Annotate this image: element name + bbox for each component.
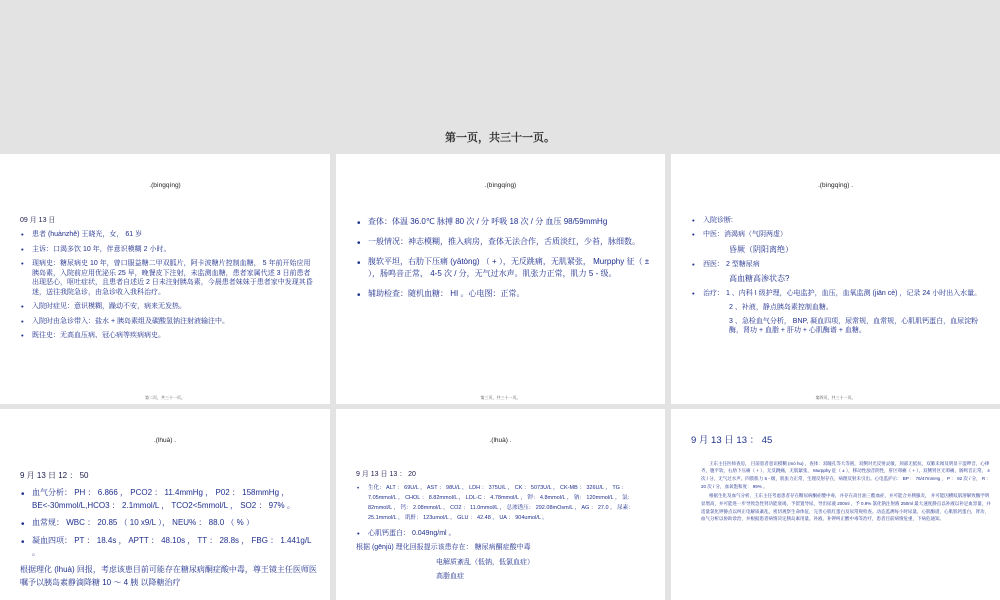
- list-item: • 主诉：口渴多饮 10 年，伴意识模糊 2 小时。: [20, 245, 315, 254]
- list-item: • 血常规： WBC ： 20.85 （ 10 x9/L ）， NEU% ： 88.0 （ % ）: [20, 517, 320, 529]
- slide-time: 9 月 13 日 13 ： 45: [691, 435, 773, 446]
- slide-content: [20, 216, 315, 345]
- slide-content: [356, 470, 656, 587]
- bullet-list: [20, 230, 315, 340]
- list-item: • 西医： 2 型糖尿病: [691, 260, 991, 269]
- bullet-list: [356, 484, 656, 538]
- bullet-list: [691, 289, 991, 298]
- slide-header: .(bìngqíng): [149, 182, 181, 189]
- list-item: • 一般情况：神志模糊，推入病房，查体无法合作，舌质淡红，少苔，脉细数。: [356, 236, 651, 248]
- slide-thumbnail-4[interactable]: [671, 154, 1000, 404]
- treatment-step: 3 、急检血气分析， BNP, 凝血四项，尿常规，血常规，心肌肌钙蛋白，血尿淀粉酶，肾功 + 血脂 + 肝功 + 心肌酶谱 + 血糖。: [729, 317, 979, 335]
- slide-conclusion: 根据理化 (lhuà) 回报，考虑该患目前可能存在糖尿病酮症酸中毒，尊王镜主任医师医嘱予以胰岛素静滴降糖 10 ～ 4 胰 以降糖治疗: [20, 565, 317, 587]
- list-item: • 心肌钙蛋白： 0.049ng/ml 。: [356, 529, 656, 538]
- bullet-list: [691, 216, 991, 240]
- slide-footer: 第四页，共三十一页。: [815, 394, 856, 400]
- list-item: • 血气分析： PH ： 6.866 ， PCO2 ： 11.4mmHg ， P02 ： 158mmHg ， BE<-30mmol/L,HCO3 ： 2.1mmol/L ， TCO2<5mmol/L ， SO2 ： 97% 。: [20, 487, 320, 512]
- list-item: • 腹软平坦，右肋下压痛 (yātòng) （ + ），无反跳痛，无肌紧张， Murpphy 征（ ± ），肠鸣音正常， 4-5 次 / 分，无气过水声。肌张力正常，肌力 5 - 级。: [356, 256, 651, 280]
- list-item: • 治疗： 1 、内科 I 级护理，心电监护，血压，血氧监测 (jiān cè) ，记录 24 小时出入水量。: [691, 289, 991, 298]
- list-item: • 入院时由急诊带入：盐水 + 胰岛素组及碳酸氢钠注射液输注中。: [20, 317, 315, 326]
- paragraph: 根据生化及血气分析，王东主任考虑患者存在糖尿病酮症酸中毒，并存在高甘油三酯血症，并可能合并胰腺炎， 并可能因横纹肌溶解致酶学明显增高，并可能进一步导致急性肾功能衰竭，予留置导尿，导出尿液 200ml ，予 0.9% 氯化钠注射液 250ml 最大速度静点以补液以补足血容量，并适量氯化钾静点以纠正电解质紊乱，密切观察生命体征，完善心肌红蛋白及尿常规检查。动态监测每小时尿量，心肌酶谱，心肌肌钙蛋白，肾功，血气分析以协助诊治，并根据患者病情决定胰岛素用量。补液、补钾纠正酸中毒等治疗，患者目前病情危重，下病危通知。: [701, 493, 991, 522]
- list-item: • 查体：体温 36.0℃ 脉搏 80 次 / 分 呼吸 18 次 / 分 血压 98/59mmHg: [356, 216, 651, 228]
- list-item: • 现病史：糖尿病史 10 年，曾口服益糖二甲双胍片，阿卡波糖片控制血糖， 5 年前开始应用胰岛素，入院前应用优泌乐 25 早，晚餐皮下注射，未监测血糖，患者家属代述 3 日前患者出现恶心，呕吐症状，且患者自述近 2 日未注射胰岛素，今晨患者妹妹于患者家中发现其昏迷，送往我院急诊，由急诊收入我科治疗。: [20, 259, 315, 297]
- slide-thumbnail-3[interactable]: [336, 154, 665, 404]
- slide-thumbnail-5[interactable]: [0, 409, 330, 600]
- bullet-list: [356, 216, 651, 300]
- list-item: • 中医：消渴病（气阴两虚）: [691, 230, 991, 239]
- slide-content: [691, 216, 991, 340]
- page-counter: 第一页，共三十一页。: [445, 132, 555, 144]
- list-item: • 入院时症见：意识模糊，躁动不安，病来无发热。: [20, 302, 315, 311]
- list-item: • 既往史：无高血压病、冠心病等疾病病史。: [20, 331, 315, 340]
- conclusion-item: 高脂血症: [436, 573, 464, 581]
- diagnosis-sub: 昏厥（阴阳离绝）: [729, 244, 793, 254]
- slide-header: .(bìngqíng) .: [817, 182, 854, 189]
- slide-thumbnail-7[interactable]: [671, 409, 1000, 600]
- slide-thumbnail-6[interactable]: [336, 409, 665, 600]
- slide-content: [691, 435, 991, 525]
- conclusion-item: 电解质紊乱（低钠，低氯血症）: [436, 558, 534, 566]
- slide-footer: 第三页，共三十一页。: [480, 394, 521, 400]
- bullet-list: [20, 487, 320, 559]
- paragraph: 王东主任医师查房， 目前患者意识模糊 (mó hu) ，查体：双瞳孔等大等圆，双侧对光反射灵敏，颈部无抵抗，双肺未闻及明显干湿啰音，心律齐，腹平软，右肋下压痛（ + ），无反跳痛，无肌紧张， Murpphy 征（ ± ），移动性浊音阴性，肝区叩痛（ + ），双侧肾区无叩痛，肠鸣音正常， 4 次 / 分，无气过水声。四肢肌力 5 - 级，肌张力正常，生理反射存在，病理反射未引出。心电监护示： BP ： 76/47mmHg ， P ： 92 次 / 分， R ： 20 次 / 分，血氧饱和度： 99% 。: [701, 460, 991, 489]
- treatment-step: 2 、补液，静点胰岛素控制血糖。: [729, 304, 833, 312]
- slide-time: 9 月 13 日 13 ： 20: [356, 471, 416, 478]
- slide-header: .(bìngqíng): [484, 182, 517, 189]
- list-item: • 患者 (huànzhě) 王晓光，女， 61 岁: [20, 230, 315, 239]
- slide-conclusion: 根据 (gēnjù) 理化回报提示该患存在： 糖尿病酮症酸中毒: [356, 544, 531, 552]
- slide-footer: 第二页，共三十一页。: [145, 394, 185, 400]
- slide-header: .(lhuà) .: [489, 437, 512, 444]
- document-header-area: [0, 0, 1000, 148]
- slide-date: 09 月 13 日: [20, 217, 56, 224]
- slide-thumbnail-2[interactable]: [0, 154, 330, 404]
- slide-header: .(lhuà) .: [153, 437, 177, 444]
- slide-time: 9 月 13 日 12 ： 50: [20, 471, 89, 480]
- slide-content: [20, 470, 320, 594]
- diagnosis-sub: 高血糖高渗状态?: [729, 274, 790, 284]
- list-item: • 入院诊断:: [691, 216, 991, 225]
- slide-content: [356, 216, 651, 308]
- list-item: • 凝血四项： PT ： 18.4s ， APTT ： 48.10s ， TT ： 28.8s ， FBG ： 1.441g/L 。: [20, 535, 320, 560]
- list-item: • 生化： ALT ： 69U/L ， AST ： 98U/L ， LDH ： 375U/L ， CK ： 5073U/L ， CK-MB ： 326U/L ， TG ： 7.05mmol/L ， CHOL ： 8.82mmol/L ， LDL-C ： 4.78mmol/L ， 钾： 4.8mmol/L ， 钠： 120mmol/L ， 氯： 82mmol/L ， 钙： 2.08mmol/L ， CO2 ： 11.0mmol/L ， 总渗透压： 292.08mOsm/L ， AG ： 27.0 ， 尿素： 25.1mmol/L ， 肌酐： 123umol/L ， GLU ： 42.48 ， UA ： 904umol/L 。: [356, 484, 656, 524]
- list-item: • 辅助检查：随机血糖： HI 。心电图：正常。: [356, 288, 651, 300]
- bullet-list: [691, 260, 991, 269]
